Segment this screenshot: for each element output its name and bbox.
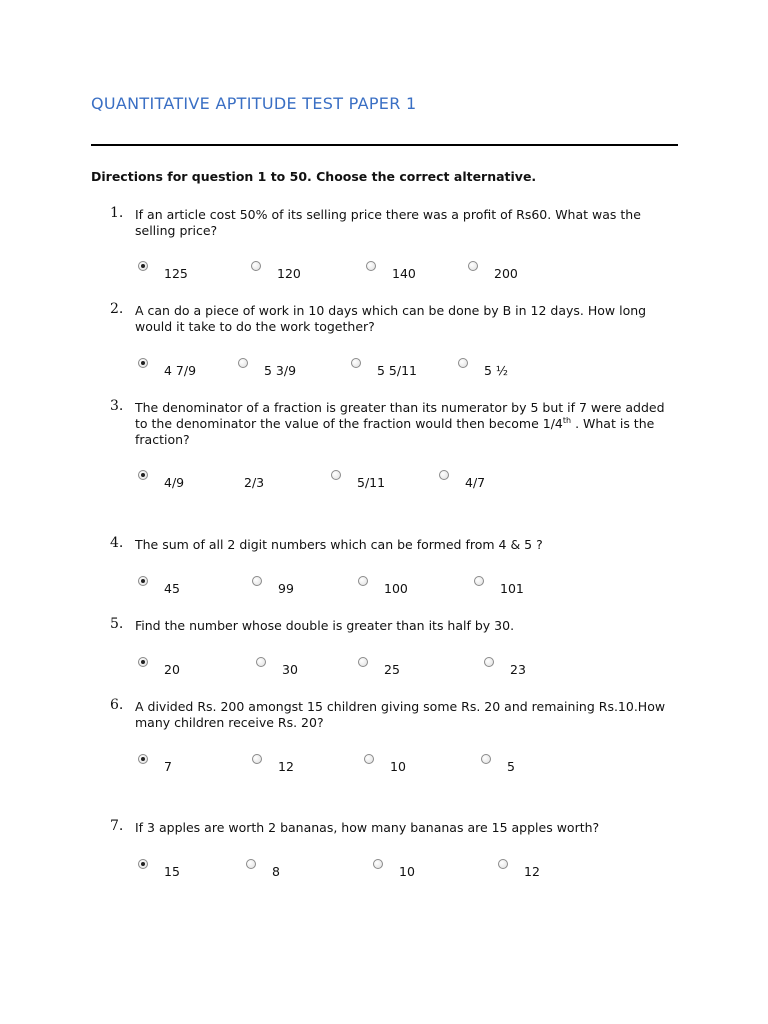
- radio-icon[interactable]: [439, 470, 449, 480]
- ordinal-suffix: th: [562, 415, 572, 425]
- radio-selected-icon[interactable]: [138, 470, 148, 480]
- radio-selected-icon[interactable]: [138, 657, 148, 667]
- question-4-options: [0, 576, 768, 606]
- question-number: 4.: [110, 535, 124, 551]
- question-text: If 3 apples are worth 2 bananas, how many bananas are 15 apples worth?: [135, 820, 600, 835]
- option-label: 140: [392, 266, 416, 281]
- directions-text: Directions for question 1 to 50. Choose the correct alternative.: [91, 169, 537, 184]
- option-label: 99: [278, 581, 294, 596]
- radio-icon[interactable]: [474, 576, 484, 586]
- radio-icon[interactable]: [358, 576, 368, 586]
- radio-icon[interactable]: [498, 859, 508, 869]
- option-label: 4/7: [465, 475, 486, 490]
- radio-icon[interactable]: [256, 657, 266, 667]
- option-label: 25: [384, 662, 400, 677]
- radio-icon[interactable]: [246, 859, 256, 869]
- option-label: 7: [164, 759, 172, 774]
- option-label: 23: [510, 662, 526, 677]
- radio-icon[interactable]: [252, 754, 262, 764]
- option-label: 100: [384, 581, 408, 596]
- question-text: [135, 400, 680, 448]
- option-label: 5 5/11: [377, 363, 417, 378]
- question-number: 3.: [110, 398, 124, 414]
- radio-icon[interactable]: [481, 754, 491, 764]
- radio-icon[interactable]: [458, 358, 468, 368]
- question-text: A can do a piece of work in 10 days which can be done by B in 12 days. How long would it take to do the work together?: [135, 303, 647, 334]
- option-label: 5 ½: [484, 363, 509, 378]
- option-label: 20: [164, 662, 180, 677]
- option-label: 125: [164, 266, 188, 281]
- question-1-options: [0, 261, 768, 291]
- option-label: 15: [164, 864, 180, 879]
- question-text: A divided Rs. 200 amongst 15 children giving some Rs. 20 and remaining Rs.10.How many children receive Rs. 20?: [135, 699, 666, 730]
- radio-icon[interactable]: [468, 261, 478, 271]
- option-label: 120: [277, 266, 301, 281]
- option-label: 2/3: [244, 475, 265, 490]
- option-label: 4/9: [164, 475, 185, 490]
- radio-icon[interactable]: [238, 358, 248, 368]
- question-6-options: [0, 754, 768, 784]
- option-label: 4 7/9: [164, 363, 197, 378]
- question-number: 5.: [110, 616, 124, 632]
- radio-icon[interactable]: [484, 657, 494, 667]
- question-7-options: [0, 859, 768, 889]
- question-2-options: [0, 358, 768, 388]
- option-label: 5 3/9: [264, 363, 297, 378]
- question-text-part: . What is the fraction?: [135, 416, 655, 447]
- question-number: 1.: [110, 205, 124, 221]
- option-label: 5: [507, 759, 515, 774]
- question-text: Find the number whose double is greater than its half by 30.: [135, 618, 515, 633]
- question-5-options: [0, 657, 768, 687]
- radio-icon[interactable]: [366, 261, 376, 271]
- title-divider: [91, 144, 678, 146]
- radio-icon[interactable]: [252, 576, 262, 586]
- question-text: If an article cost 50% of its selling price there was a profit of Rs60. What was the selling price?: [135, 207, 641, 238]
- radio-icon[interactable]: [251, 261, 261, 271]
- radio-selected-icon[interactable]: [138, 859, 148, 869]
- question-text-part: The denominator of a fraction is greater than its numerator by 5 but if 7 were added to the denominator the value of the fraction would then become 1/4: [135, 400, 665, 431]
- option-label: 12: [278, 759, 294, 774]
- option-label: 10: [390, 759, 406, 774]
- radio-icon[interactable]: [358, 657, 368, 667]
- option-label: 5/11: [357, 475, 386, 490]
- radio-selected-icon[interactable]: [138, 261, 148, 271]
- radio-icon[interactable]: [364, 754, 374, 764]
- option-label: 8: [272, 864, 280, 879]
- question-number: 6.: [110, 697, 124, 713]
- radio-selected-icon[interactable]: [138, 576, 148, 586]
- question-text: The sum of all 2 digit numbers which can be formed from 4 & 5 ?: [135, 537, 543, 552]
- option-label: 12: [524, 864, 540, 879]
- question-3-options: [0, 470, 768, 500]
- page-title: QUANTITATIVE APTITUDE TEST PAPER 1: [91, 94, 417, 113]
- radio-selected-icon[interactable]: [138, 358, 148, 368]
- option-label: 200: [494, 266, 518, 281]
- radio-icon[interactable]: [373, 859, 383, 869]
- option-label: 45: [164, 581, 180, 596]
- radio-selected-icon[interactable]: [138, 754, 148, 764]
- question-number: 2.: [110, 301, 124, 317]
- option-label: 10: [399, 864, 415, 879]
- option-label: 30: [282, 662, 298, 677]
- radio-icon[interactable]: [351, 358, 361, 368]
- option-label: 101: [500, 581, 524, 596]
- question-number: 7.: [110, 818, 124, 834]
- radio-icon[interactable]: [331, 470, 341, 480]
